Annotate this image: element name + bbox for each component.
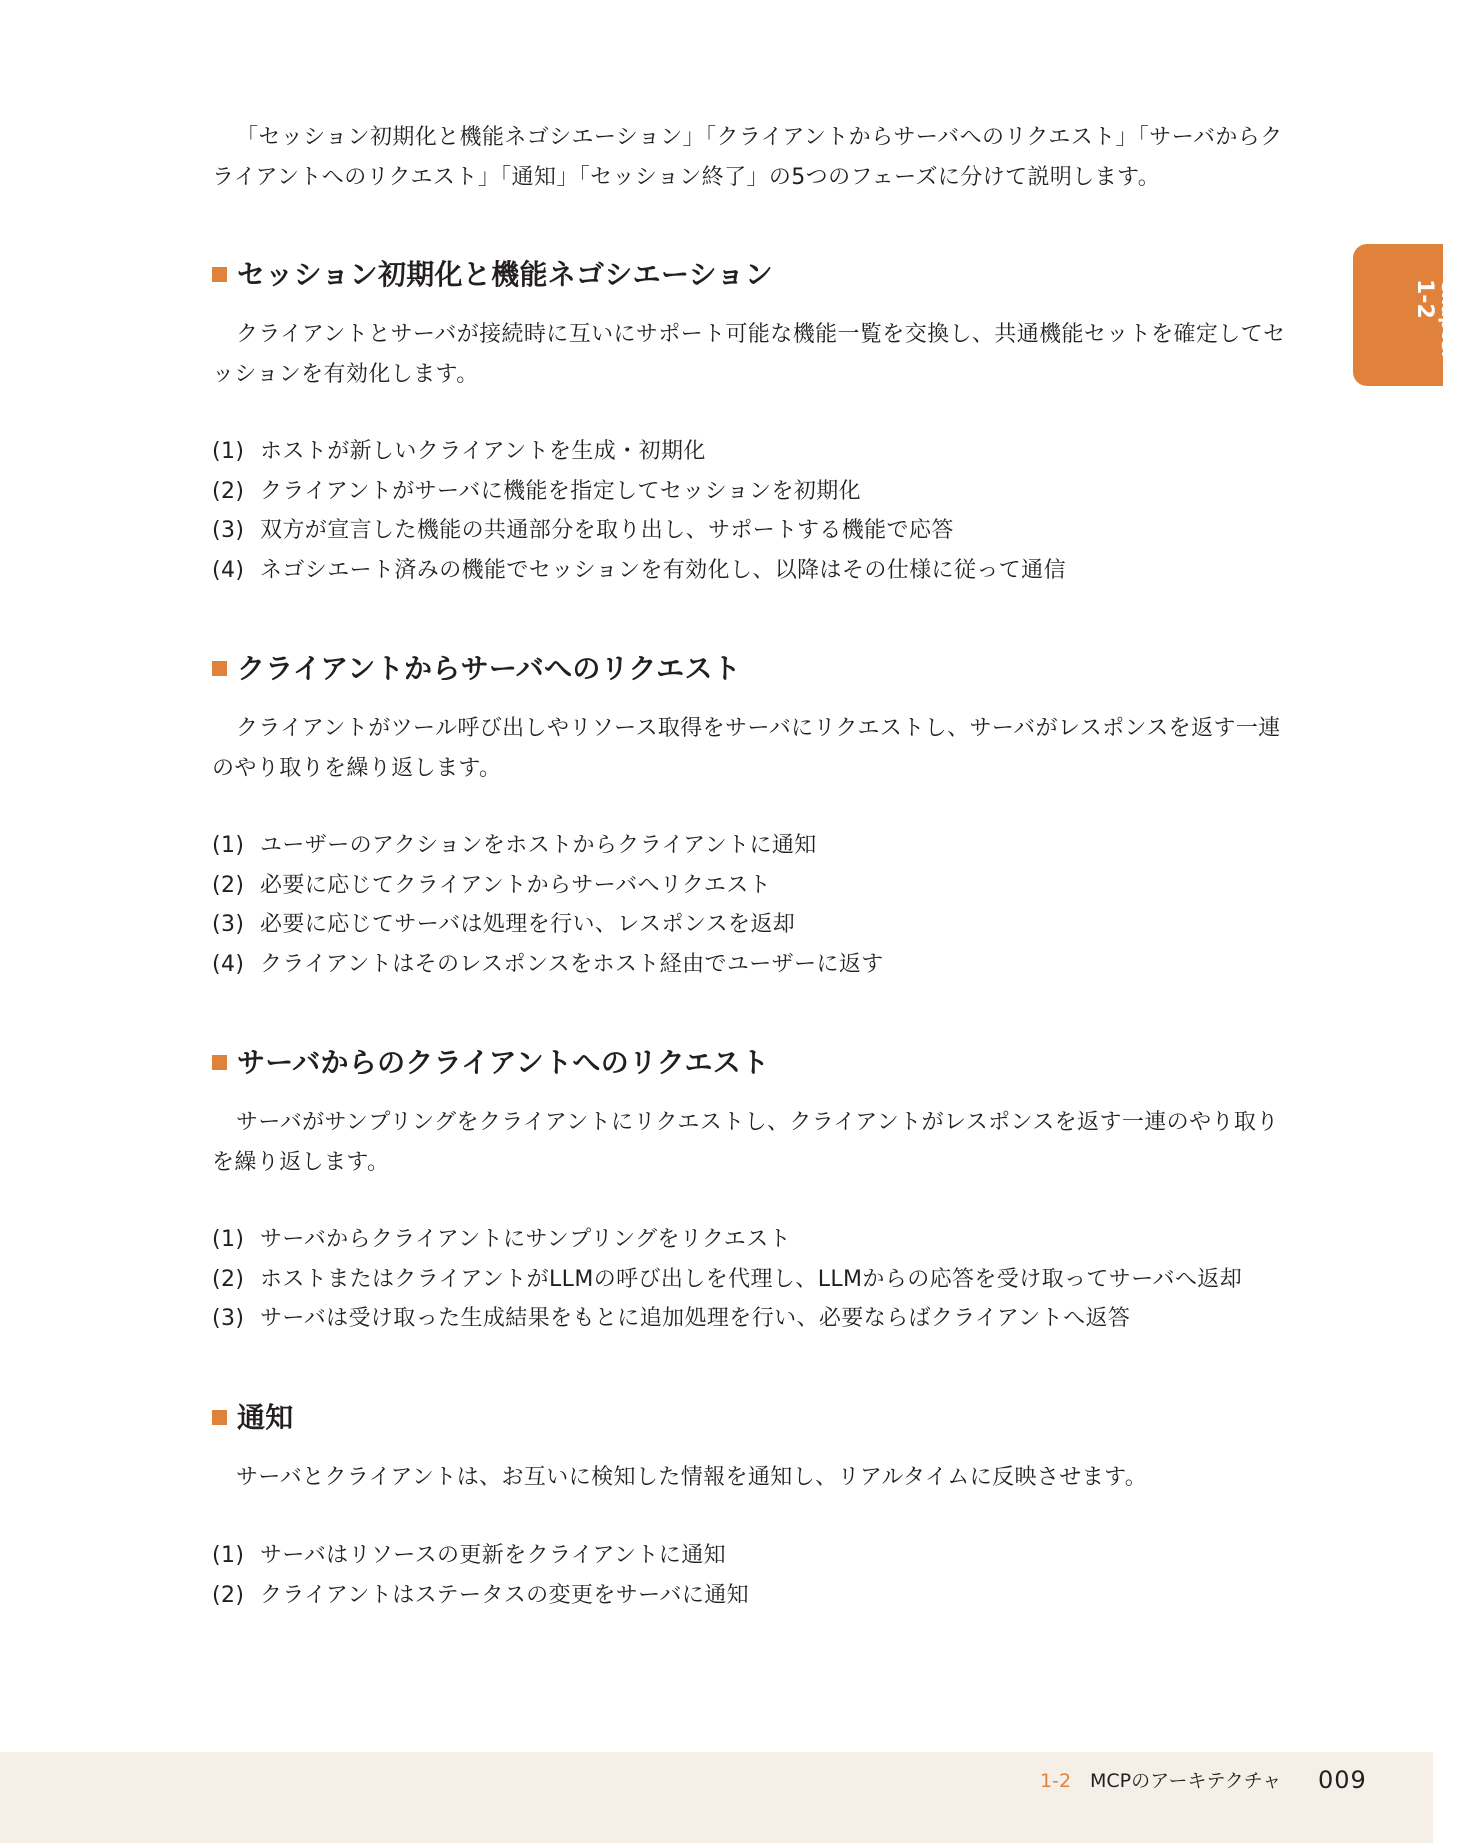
section-heading-text: 通知 xyxy=(237,1401,294,1434)
list-item xyxy=(212,905,884,945)
step-text: ホストが新しいクライアントを生成・初期化 xyxy=(260,439,706,464)
section-heading-server-request xyxy=(212,1044,769,1082)
step-list xyxy=(212,432,1066,590)
chapter-number: 1-2 xyxy=(1412,279,1437,319)
step-number: (1) xyxy=(212,833,245,858)
step-list xyxy=(212,826,884,984)
step-text: クライアントがサーバに機能を指定してセッションを初期化 xyxy=(260,478,862,504)
section-heading-session-init xyxy=(212,256,773,294)
square-bullet-icon xyxy=(212,661,227,676)
step-number: (1) xyxy=(212,1227,245,1252)
footer-section-title: MCPのアーキテクチャ xyxy=(1090,1770,1282,1792)
step-text: ユーザーのアクションをホストからクライアントに通知 xyxy=(260,833,817,858)
step-number: (4) xyxy=(212,557,245,583)
chapter-tab xyxy=(1353,244,1458,386)
step-list xyxy=(212,1220,1242,1339)
list-item xyxy=(212,1260,1242,1300)
step-number: (3) xyxy=(212,518,245,543)
square-bullet-icon xyxy=(212,1410,227,1425)
step-number: (2) xyxy=(212,478,245,504)
section-heading-notification xyxy=(212,1399,294,1437)
square-bullet-icon xyxy=(212,267,227,282)
page-footer xyxy=(0,1752,1433,1843)
section-heading-text: セッション初期化と機能ネゴシエーション xyxy=(237,258,774,291)
list-item xyxy=(212,1536,749,1576)
step-text: 双方が宣言した機能の共通部分を取り出し、サポートする機能で応答 xyxy=(260,518,954,543)
step-text: ネゴシエート済みの機能でセッションを有効化し、以降はその仕様に従って通信 xyxy=(260,557,1066,583)
step-number: (2) xyxy=(212,872,245,898)
list-item xyxy=(212,511,1066,551)
step-text: クライアントはそのレスポンスをホスト経由でユーザーに返す xyxy=(260,951,884,977)
step-text: 必要に応じてクライアントからサーバへリクエスト xyxy=(260,872,772,898)
intro-paragraph: 「セッション初期化と機能ネゴシエーション」「クライアントからサーバへのリクエスト」「サーバからクライアントへのリクエスト」「通知」「セッション終了」の5つのフェーズに分けて説明します。 xyxy=(212,125,1283,190)
step-number: (2) xyxy=(212,1582,245,1608)
footer-section-number: 1-2 xyxy=(1040,1770,1072,1792)
step-number: (1) xyxy=(212,439,245,464)
list-item xyxy=(212,866,884,906)
section-description: クライアントとサーバが接続時に互いにサポート可能な機能一覧を交換し、共通機能セットを確定してセッションを有効化します。 xyxy=(212,322,1286,387)
list-item xyxy=(212,1299,1242,1339)
list-item xyxy=(212,1576,749,1616)
list-item xyxy=(212,1220,1242,1260)
section-heading-client-request xyxy=(212,650,741,688)
step-text: サーバからクライアントにサンプリングをリクエスト xyxy=(260,1227,792,1252)
list-item xyxy=(212,551,1066,591)
step-number: (4) xyxy=(212,951,245,977)
list-item xyxy=(212,945,884,985)
step-number: (3) xyxy=(212,912,245,937)
list-item xyxy=(212,432,1066,472)
list-item xyxy=(212,826,884,866)
step-list xyxy=(212,1536,749,1615)
step-text: サーバは受け取った生成結果をもとに追加処理を行い、必要ならばクライアントへ返答 xyxy=(260,1306,1131,1331)
step-text: サーバはリソースの更新をクライアントに通知 xyxy=(260,1543,727,1568)
chapter-label: Chapter xyxy=(1437,279,1458,360)
page-number: 009 xyxy=(1318,1766,1367,1794)
list-item xyxy=(212,472,1066,512)
section-description: クライアントがツール呼び出しやリソース取得をサーバにリクエストし、サーバがレスポンスを返す一連のやり取りを繰り返します。 xyxy=(212,716,1281,781)
section-heading-text: クライアントからサーバへのリクエスト xyxy=(237,652,742,685)
step-text: 必要に応じてサーバは処理を行い、レスポンスを返却 xyxy=(260,912,796,937)
step-text: ホストまたはクライアントがLLMの呼び出しを代理し、LLMからの応答を受け取ってサーバへ返却 xyxy=(260,1266,1243,1292)
chapter-tab-text xyxy=(1411,279,1457,360)
section-heading-text: サーバからのクライアントへのリクエスト xyxy=(237,1046,770,1079)
step-number: (1) xyxy=(212,1543,245,1568)
square-bullet-icon xyxy=(212,1055,227,1070)
step-text: クライアントはステータスの変更をサーバに通知 xyxy=(260,1582,750,1608)
step-number: (3) xyxy=(212,1306,245,1331)
section-description: サーバとクライアントは、お互いに検知した情報を通知し、リアルタイムに反映させます。 xyxy=(236,1465,1148,1490)
section-description: サーバがサンプリングをクライアントにリクエストし、クライアントがレスポンスを返す一連のやり取りを繰り返します。 xyxy=(212,1110,1279,1175)
step-number: (2) xyxy=(212,1266,245,1292)
